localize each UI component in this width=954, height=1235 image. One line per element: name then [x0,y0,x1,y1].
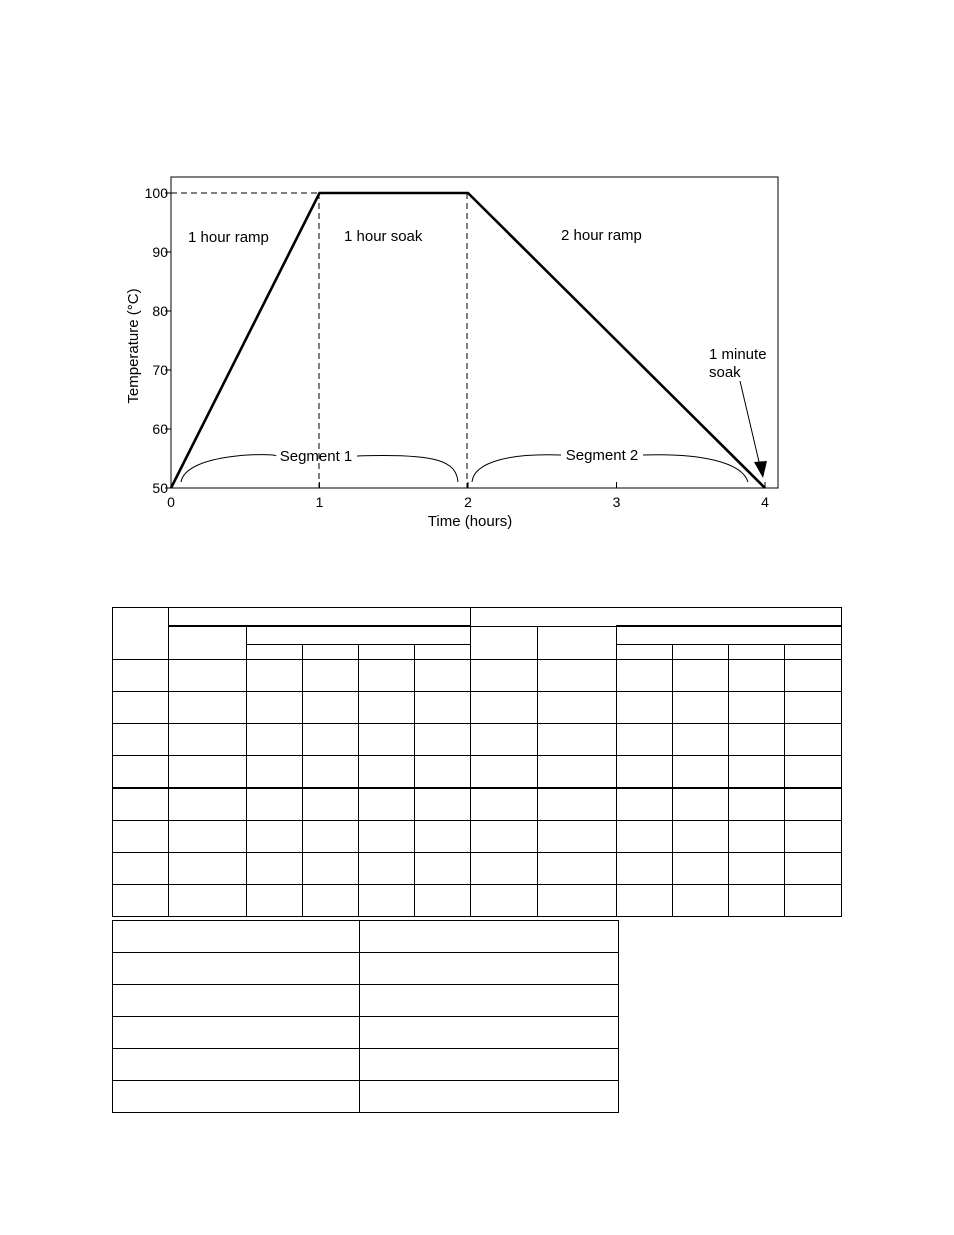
table-header-cell [673,645,729,660]
table-cell [415,788,471,821]
table-cell [617,821,673,853]
table-row [113,853,842,885]
table-cell [673,724,729,756]
table-cell [169,692,247,724]
table-cell [169,885,247,917]
table-cell [113,724,169,756]
table-cell [729,692,785,724]
table-cell [673,660,729,692]
table-cell [785,724,842,756]
table-cell [617,885,673,917]
summary-cell [360,985,619,1017]
data-table [112,607,842,917]
summary-row [113,953,619,985]
table-cell [785,788,842,821]
table-cell [673,821,729,853]
table-cell [359,756,415,789]
table-cell [471,724,538,756]
table-cell [729,885,785,917]
table-cell [617,756,673,789]
table-header-row [113,608,842,627]
table-cell [729,756,785,789]
table-header-cell [471,608,842,627]
table-cell [247,821,303,853]
plot-frame [171,177,778,488]
table-header-cell [538,626,617,660]
table-header-cell [729,645,785,660]
table-cell [359,853,415,885]
table-header-cell [247,626,471,645]
table-cell [538,660,617,692]
summary-row [113,985,619,1017]
table-header-cell [303,645,359,660]
summary-cell [360,1017,619,1049]
summary-row [113,1017,619,1049]
table-cell [538,724,617,756]
table-row [113,885,842,917]
table-cell [538,853,617,885]
table-cell [415,821,471,853]
table-cell [247,788,303,821]
table-header-cell [169,608,471,627]
table-cell [785,660,842,692]
table-cell [247,853,303,885]
soak-arrow-head [754,461,767,478]
table-row [113,756,842,789]
summary-cell [360,1049,619,1081]
table-cell [729,660,785,692]
table-cell [729,853,785,885]
table-row [113,724,842,756]
table-cell [303,756,359,789]
table-cell [729,724,785,756]
table-cell [785,885,842,917]
table-cell [247,885,303,917]
table-row [113,692,842,724]
table-cell [785,756,842,789]
table-cell [617,660,673,692]
y-tick-label: 80 [152,303,168,319]
y-tick-label: 100 [144,185,168,201]
table-cell [415,724,471,756]
y-tick-label: 50 [152,480,168,496]
table-header-row [113,626,842,645]
table-cell [113,660,169,692]
y-tick-label: 90 [152,244,168,260]
table-cell [303,885,359,917]
x-tick-label: 0 [167,494,175,510]
table-header-cell [169,626,247,660]
summary-cell [113,1017,360,1049]
table-cell [169,756,247,789]
table-header-cell [113,608,169,660]
table-header-cell [617,626,842,645]
annotation-segment1: Segment 1 [279,448,353,465]
annotation-ramp1: 1 hour ramp [188,229,269,246]
table-cell [415,692,471,724]
table-cell [471,660,538,692]
summary-cell [360,1081,619,1113]
table-cell [538,788,617,821]
table-cell [303,692,359,724]
table-cell [169,853,247,885]
table-cell [247,660,303,692]
table-header-cell [247,645,303,660]
x-tick-label: 3 [612,494,621,510]
table-cell [538,821,617,853]
table-cell [673,756,729,789]
table-cell [303,724,359,756]
table-header-cell [785,645,842,660]
table-cell [785,853,842,885]
table-cell [729,788,785,821]
table-cell [471,756,538,789]
table-header-cell [471,626,538,660]
summary-cell [113,985,360,1017]
table-cell [359,821,415,853]
table-row [113,788,842,821]
annotation-ramp2: 2 hour ramp [561,227,642,244]
table-cell [113,885,169,917]
table-cell [471,788,538,821]
annotation-segment2: Segment 2 [565,447,639,464]
annotation-soak2-line1: 1 minute [709,346,767,363]
summary-cell [113,1081,360,1113]
table-cell [617,692,673,724]
table-cell [785,692,842,724]
table-cell [359,660,415,692]
table-cell [471,821,538,853]
table-cell [673,885,729,917]
summary-row [113,1049,619,1081]
table-cell [303,788,359,821]
table-cell [471,692,538,724]
table-header-cell [617,645,673,660]
x-axis-label: Time (hours) [427,513,513,530]
summary-cell [360,921,619,953]
table-cell [673,788,729,821]
table-header-cell [359,645,415,660]
x-tick-label: 1 [315,494,324,510]
table-cell [169,821,247,853]
table-cell [415,885,471,917]
table-cell [303,821,359,853]
y-tick-label: 70 [152,362,168,378]
annotation-soak1: 1 hour soak [344,228,423,245]
table-cell [169,660,247,692]
table-cell [113,788,169,821]
table-cell [415,853,471,885]
table-cell [415,756,471,789]
table-cell [538,885,617,917]
x-tick-label: 2 [464,494,472,510]
table-cell [113,756,169,789]
table-cell [729,821,785,853]
table-cell [113,853,169,885]
table-row [113,821,842,853]
summary-cell [113,953,360,985]
table-cell [471,885,538,917]
table-cell [247,756,303,789]
table-cell [359,885,415,917]
table-cell [471,853,538,885]
table-cell [359,788,415,821]
table-cell [538,692,617,724]
table-cell [617,788,673,821]
table-cell [359,692,415,724]
table-cell [617,724,673,756]
table-cell [359,724,415,756]
table-cell [113,692,169,724]
table-cell [617,853,673,885]
table-cell [247,692,303,724]
x-tick-label: 4 [761,494,769,510]
table-header-cell [415,645,471,660]
table-cell [538,756,617,789]
y-tick-label: 60 [152,421,168,437]
table-cell [673,853,729,885]
y-axis-label: Temperature (°C) [125,288,142,404]
summary-cell [113,921,360,953]
table-cell [169,724,247,756]
table-cell [415,660,471,692]
table-cell [785,821,842,853]
summary-row [113,921,619,953]
table-cell [247,724,303,756]
chart [0,0,954,560]
table-cell [113,821,169,853]
table-cell [673,692,729,724]
table-cell [169,788,247,821]
annotation-soak2-line2: soak [709,364,741,381]
table-cell [303,660,359,692]
soak-arrow-line [740,381,760,466]
summary-cell [360,953,619,985]
table-row [113,660,842,692]
summary-cell [113,1049,360,1081]
summary-row [113,1081,619,1113]
summary-table [112,920,619,1113]
table-cell [303,853,359,885]
